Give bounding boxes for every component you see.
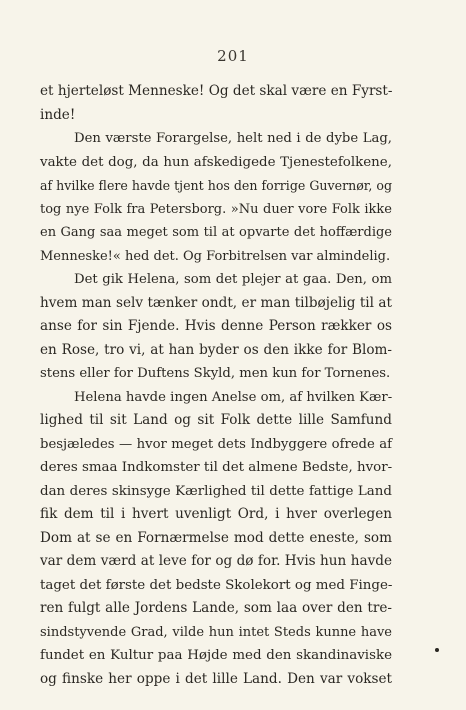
text-line: tog nye Folk fra Petersborg. »Nu duer vore Folk ikke <box>40 201 392 217</box>
body-text <box>40 80 392 691</box>
text-line: inde! <box>40 106 76 123</box>
text-line: anse for sin Fjende. Hvis denne Person rækker os <box>40 318 392 334</box>
text-line: en Gang saa meget som til at opvarte det hoffærdige <box>40 225 392 240</box>
text-line: taget det første det bedste Skolekort og med Finge- <box>40 577 393 593</box>
text-line: vakte det dog, da hun afskedigede Tjenestefolkene, <box>40 154 392 170</box>
text-line: Det gik Helena, som det plejer at gaa. Den, om <box>74 272 392 287</box>
text-line: en Rose, tro vi, at han byder os den ikke for Blom- <box>40 341 392 358</box>
text-line: stens eller for Duftens Skyld, men kun for Tornenes. <box>40 366 391 381</box>
text-line: et hjerteløst Menneske! Og det skal være en Fyrst- <box>40 83 393 99</box>
text-line: sindstyvende Grad, vilde hun intet Steds kunne have <box>40 624 392 640</box>
text-line: dan deres skinsyge Kærlighed til dette fattige Land <box>40 483 392 499</box>
text-line: Helena havde ingen Anelse om, af hvilken Kær- <box>74 389 393 405</box>
text-line: og finske her oppe i det lille Land. Den var vokset <box>40 670 392 687</box>
text-line: Dom at se en Fornærmelse mod dette eneste, som <box>40 529 392 546</box>
text-line: Menneske!« hed det. Og Forbitrelsen var almindelig. <box>40 248 391 264</box>
text-line: besjæledes — hvor meget dets Indbyggere ofrede af <box>40 436 392 452</box>
text-line: lighed til sit Land og sit Folk dette lille Samfund <box>40 412 392 428</box>
text-line: deres smaa Indkomster til det almene Bedste, hvor- <box>40 460 393 475</box>
text-line: ren fulgt alle Jordens Lande, som laa over den tre- <box>40 600 392 616</box>
text-line: var dem værd at leve for og dø for. Hvis hun havde <box>40 553 392 569</box>
margin-mark <box>435 648 439 652</box>
text-line: fundet en Kultur paa Højde med den skandinaviske <box>40 648 392 663</box>
page-number: 201 <box>217 47 249 65</box>
text-line: af hvilke flere havde tjent hos den forrige Guvernør, og <box>40 178 393 193</box>
text-line: fik dem til i hvert uvenligt Ord, i hver overlegen <box>40 506 392 522</box>
text-line: Den værste Forargelse, helt ned i de dybe Lag, <box>74 131 392 146</box>
text-line: hvem man selv tænker ondt, er man tilbøjelig til at <box>40 294 392 311</box>
